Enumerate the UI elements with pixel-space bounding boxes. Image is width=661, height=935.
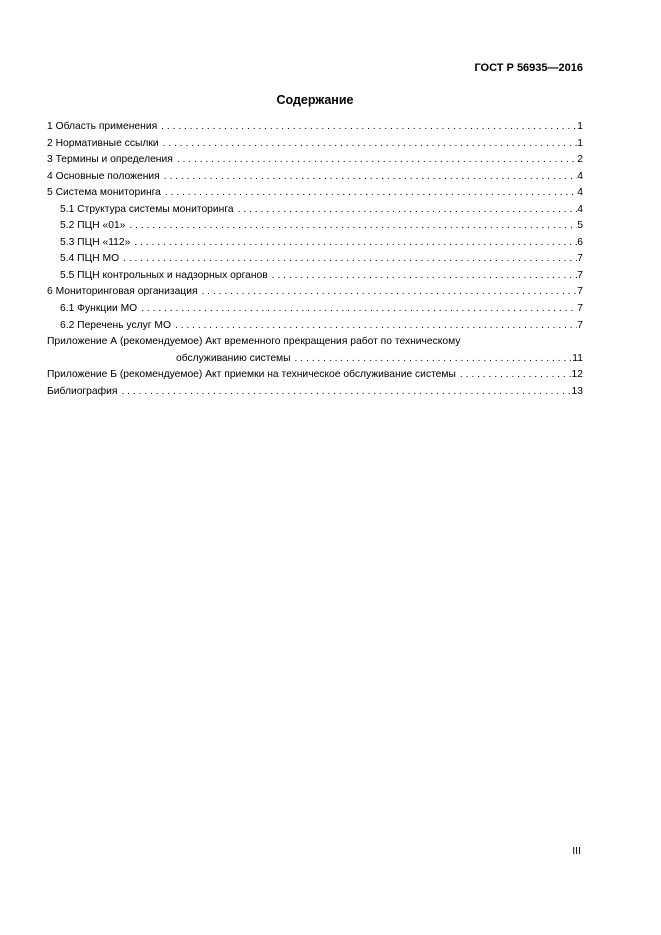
toc-entry-1[interactable] [47,119,583,136]
document-standard-number: ГОСТ Р 56935—2016 [474,62,583,74]
dot-leader [291,351,573,368]
dot-leader [171,318,577,335]
toc-entry-5-3[interactable] [47,235,583,252]
toc-entry-text: 6.2 Перечень услуг МО [60,319,171,331]
toc-page-number: 6 [577,236,583,248]
dot-leader [456,367,572,384]
toc-page-number: 7 [577,286,583,298]
dot-leader [159,136,578,153]
toc-page-number: 1 [577,137,583,149]
toc-entry-text: 4 Основные положения [47,170,160,182]
toc-page-number: 7 [577,303,583,315]
toc-entry-5-2[interactable] [47,218,583,235]
toc-entry-text: 6 Мониторинговая организация [47,286,198,298]
dot-leader [234,202,578,219]
toc-entry-5-4[interactable] [47,251,583,268]
toc-entry-5-1[interactable] [47,202,583,219]
toc-page-number: 7 [577,319,583,331]
toc-entry-text: 5.5 ПЦН контрольных и надзорных органов [60,269,268,281]
toc-entry-6-2[interactable] [47,318,583,335]
toc-entry-text: 5.3 ПЦН «112» [60,236,131,248]
toc-page-number: 11 [572,352,583,364]
toc-entry-2[interactable] [47,136,583,153]
toc-page-number: 2 [577,154,583,166]
toc-entry-text: Приложение Б (рекомендуемое) Акт приемки на техническое обслуживание системы [47,369,456,381]
dot-leader [130,235,577,252]
dot-leader [125,218,577,235]
toc-entry-text: 3 Термины и определения [47,154,173,166]
toc-entry-text: Библиография [47,385,118,397]
toc-page-number: 7 [577,269,583,281]
toc-entry-appendix-b[interactable] [47,367,583,384]
toc-entry-5-5[interactable] [47,268,583,285]
toc-entry-bibliography[interactable] [47,384,583,401]
dot-leader [198,284,578,301]
toc-page-number: 13 [571,385,583,397]
toc-entry-text-line-1: Приложение А (рекомендуемое) Акт временного прекращения работ по техническому [47,336,461,348]
dot-leader [268,268,578,285]
dot-leader [160,169,578,186]
toc-page-number: 4 [577,170,583,182]
toc-entry-text: 2 Нормативные ссылки [47,137,159,149]
toc-entry-6-1[interactable] [47,301,583,318]
dot-leader [173,152,577,169]
toc-page-number: 7 [577,253,583,265]
dot-leader [157,119,577,136]
toc-page-number: 4 [577,203,583,215]
toc-entry-text: 6.1 Функции МО [60,303,138,315]
toc-entry-text-line-2: обслуживанию системы [176,352,291,364]
toc-entry-4[interactable] [47,169,583,186]
toc-entry-text: 5.1 Структура системы мониторинга [60,203,234,215]
toc-entry-appendix-a[interactable] [47,334,583,367]
toc-entry-text: 5.2 ПЦН «01» [60,220,126,232]
toc-page-number: 5 [577,220,583,232]
dot-leader [137,301,577,318]
toc-page-number: 4 [577,187,583,199]
toc-page-number: 12 [571,369,583,381]
toc-entry-text: 5.4 ПЦН МО [60,253,120,265]
dot-leader [161,185,577,202]
toc-entry-text: 1 Область применения [47,121,158,132]
table-of-contents [47,119,583,400]
dot-leader [119,251,577,268]
toc-entry-text: 5 Система мониторинга [47,187,161,199]
dot-leader [117,384,571,401]
toc-entry-5[interactable] [47,185,583,202]
page-number: III [572,845,581,857]
toc-entry-6[interactable] [47,284,583,301]
toc-page-number: 1 [577,121,583,132]
toc-entry-3[interactable] [47,152,583,169]
page-title: Содержание [276,93,354,107]
